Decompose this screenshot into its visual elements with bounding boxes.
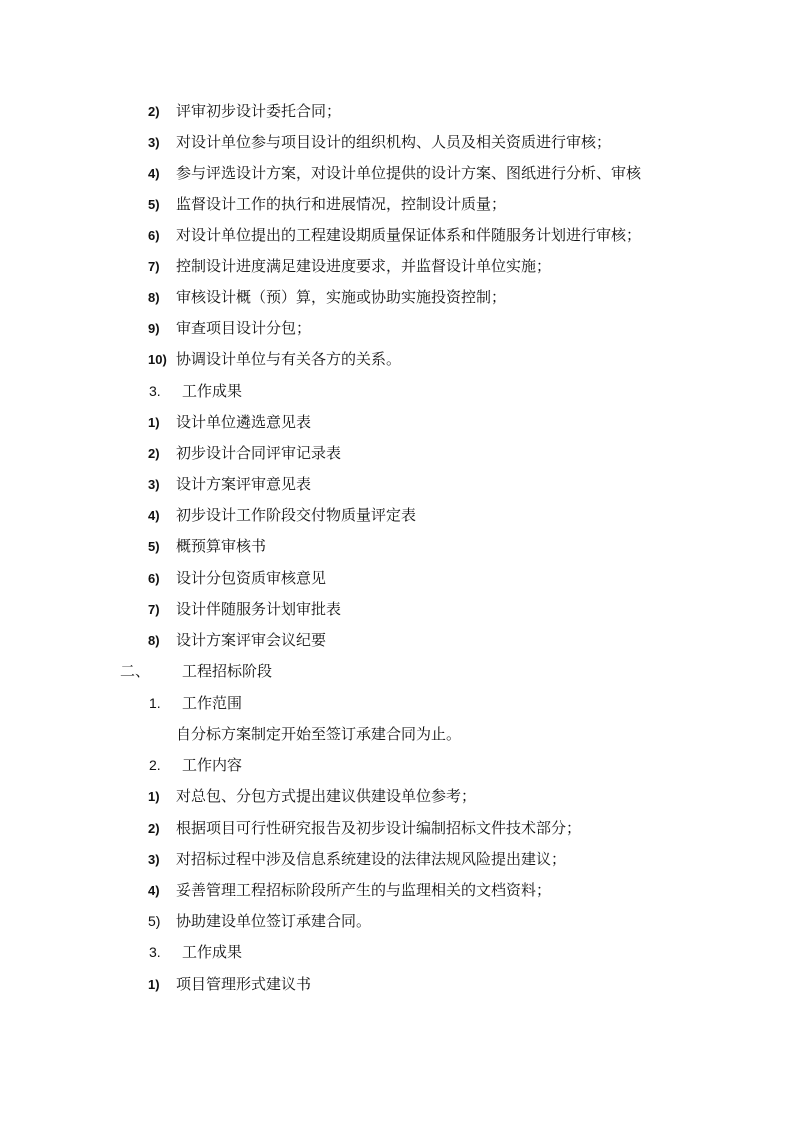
list-number: 4): [148, 883, 160, 898]
subsection-title: 工作内容: [182, 756, 243, 774]
list-text: 设计方案评审意见表: [176, 475, 312, 493]
list-text: 评审初步设计委托合同；: [176, 102, 342, 120]
list-number: 2): [148, 446, 160, 461]
list-text: 设计单位遴选意见表: [176, 413, 312, 431]
list-number: 6): [148, 571, 160, 586]
subsection-number: 2.: [149, 757, 161, 773]
subsection-number: 1.: [149, 695, 161, 711]
subsection-number: 3.: [149, 383, 161, 399]
list-number: 3): [148, 852, 160, 867]
list-number: 5): [148, 539, 160, 554]
list-text: 设计方案评审会议纪要: [176, 631, 327, 649]
list-text: 审查项目设计分包；: [176, 319, 312, 337]
list-text: 协调设计单位与有关各方的关系。: [176, 350, 402, 368]
list-text: 审核设计概（预）算，实施或协助实施投资控制；: [176, 288, 507, 306]
list-text: 对设计单位提出的工程建设期质量保证体系和伴随服务计划进行审核；: [176, 226, 642, 244]
list-number: 6): [148, 228, 160, 243]
list-number: 8): [148, 633, 160, 648]
list-number: 2): [148, 821, 160, 836]
list-number: 3): [148, 135, 160, 150]
list-number: 1): [148, 789, 160, 804]
list-number: 1): [148, 977, 160, 992]
list-number: 8): [148, 290, 160, 305]
section-number: 二、: [120, 662, 151, 680]
list-number: 5): [148, 197, 160, 212]
list-text: 协助建设单位签订承建合同。: [176, 912, 372, 930]
list-text: 初步设计合同评审记录表: [176, 444, 342, 462]
list-number: 7): [148, 259, 160, 274]
subsection-title: 工作成果: [182, 943, 243, 961]
list-text: 对总包、分包方式提出建议供建设单位参考；: [176, 787, 477, 805]
list-number: 4): [148, 508, 160, 523]
list-text: 设计分包资质审核意见: [176, 569, 327, 587]
paragraph-text: 自分标方案制定开始至签订承建合同为止。: [176, 725, 462, 743]
list-number: 2): [148, 104, 160, 119]
list-text: 概预算审核书: [176, 537, 267, 555]
list-text: 监督设计工作的执行和进展情况，控制设计质量；: [176, 195, 507, 213]
list-number: 4): [148, 166, 160, 181]
list-text: 对招标过程中涉及信息系统建设的法律法规风险提出建议；: [176, 850, 567, 868]
list-text: 根据项目可行性研究报告及初步设计编制招标文件技术部分；: [176, 819, 582, 837]
subsection-number: 3.: [149, 944, 161, 960]
list-text: 初步设计工作阶段交付物质量评定表: [176, 506, 417, 524]
list-number: 9): [148, 321, 160, 336]
list-text: 设计伴随服务计划审批表: [176, 600, 342, 618]
list-number: 1): [148, 415, 160, 430]
list-text: 对设计单位参与项目设计的组织机构、人员及相关资质进行审核；: [176, 133, 612, 151]
subsection-title: 工作成果: [182, 382, 243, 400]
list-text: 项目管理形式建议书: [176, 975, 312, 993]
list-number: 7): [148, 602, 160, 617]
list-text: 参与评选设计方案，对设计单位提供的设计方案、图纸进行分析、审核: [176, 164, 642, 182]
section-title: 工程招标阶段: [182, 662, 273, 680]
subsection-title: 工作范围: [182, 694, 243, 712]
list-number: 10): [148, 352, 167, 367]
list-text: 控制设计进度满足建设进度要求，并监督设计单位实施；: [176, 257, 552, 275]
list-text: 妥善管理工程招标阶段所产生的与监理相关的文档资料；: [176, 881, 552, 899]
list-number: 3): [148, 477, 160, 492]
list-number: 5): [148, 913, 161, 929]
